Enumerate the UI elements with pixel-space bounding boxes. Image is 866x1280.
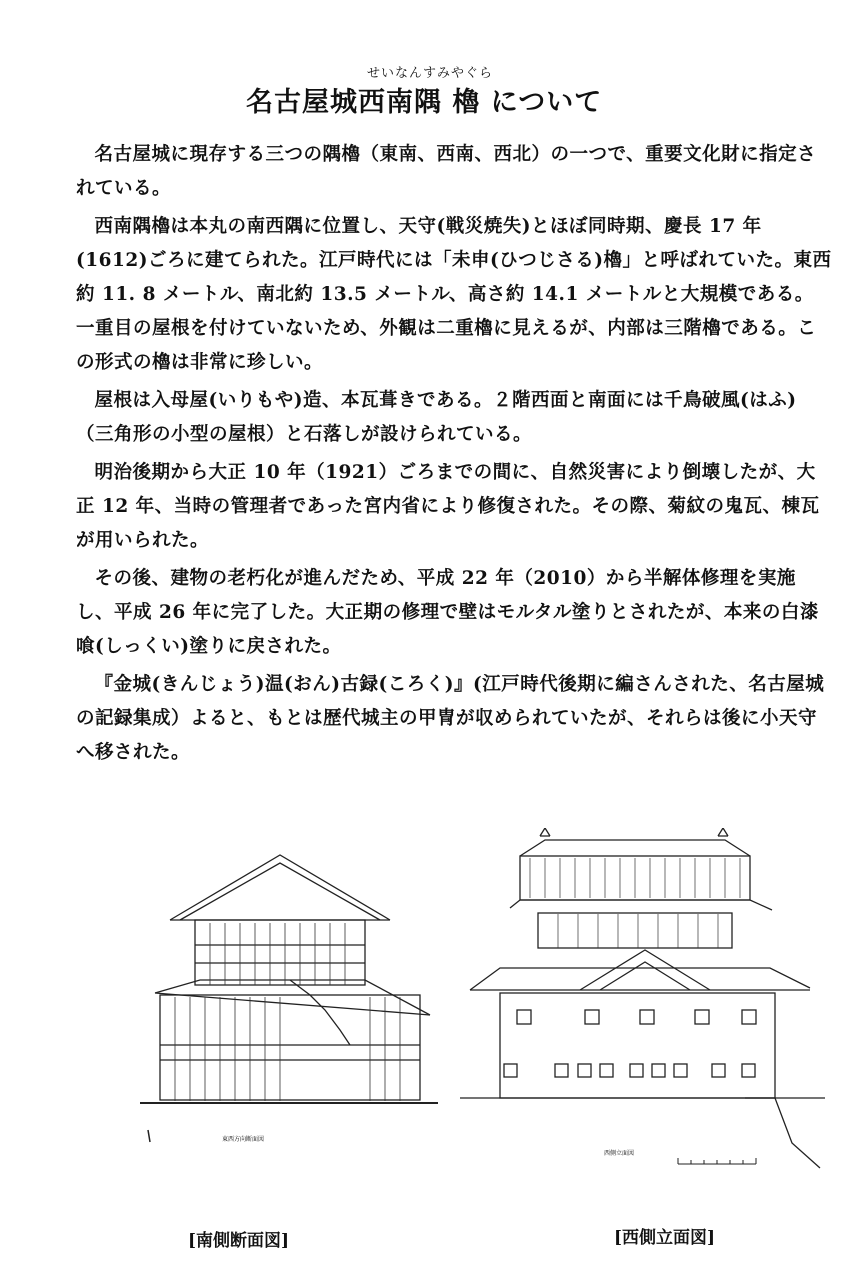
elevation-drawing-label: 西側立面図	[604, 1150, 635, 1157]
paragraph: 『金城(きんじょう)温(おん)古録(ころく)』(江戸時代後期に編さんされた、名古屋城の記録集成）よると、もとは歴代城主の甲冑が収められていたが、それらは後に小天守へ移された。	[76, 674, 825, 763]
section-drawing-label: 東西方向断面図	[222, 1136, 265, 1143]
section-caption: [南側断面図]	[188, 1231, 290, 1251]
paragraph: 屋根は入母屋(いりもや)造、本瓦葺きである。２階西面と南面には千鳥破風(はふ)（三角形の小型の屋根）と石落しが設けられている。	[76, 390, 797, 445]
body-text	[76, 138, 832, 774]
elevation-drawing	[460, 828, 826, 1178]
paragraph: その後、建物の老朽化が進んだため、平成 22 年（2010）から半解体修理を実施し、平成 26 年に完了した。大正期の修理で壁はモルタル塗りとされたが、本来の白漆喰(しっくい)塗りに戻された。	[76, 568, 819, 657]
elevation-caption: [西側立面図]	[614, 1228, 716, 1248]
paragraph: 明治後期から大正 10 年（1921）ごろまでの間に、自然災害により倒壊したが、大正 12 年、当時の管理者であった宮内省により修復された。その際、菊紋の鬼瓦、棟瓦が用いられた。	[76, 462, 820, 551]
paragraph: 名古屋城に現存する三つの隅櫓（東南、西南、西北）の一つで、重要文化財に指定されている。	[76, 144, 817, 199]
paragraph: 西南隅櫓は本丸の南西隅に位置し、天守(戦災焼失)とほぼ同時期、慶長 17 年(1612)ごろに建てられた。江戸時代には「未申(ひつじさる)櫓」と呼ばれていた。東西約 11. 8 メートル、南北約 13.5 メートル、高さ約 14.1 メートルと大規模である。一重目の屋根を付けていないため、外観は二重櫓に見えるが、内部は三階櫓である。この形式の櫓は非常に珍しい。	[76, 216, 832, 373]
title-ruby: せいなんすみやぐら	[367, 66, 494, 81]
section-drawing	[140, 845, 440, 1145]
page-title: 名古屋城西南隅 櫓 について	[246, 87, 603, 118]
